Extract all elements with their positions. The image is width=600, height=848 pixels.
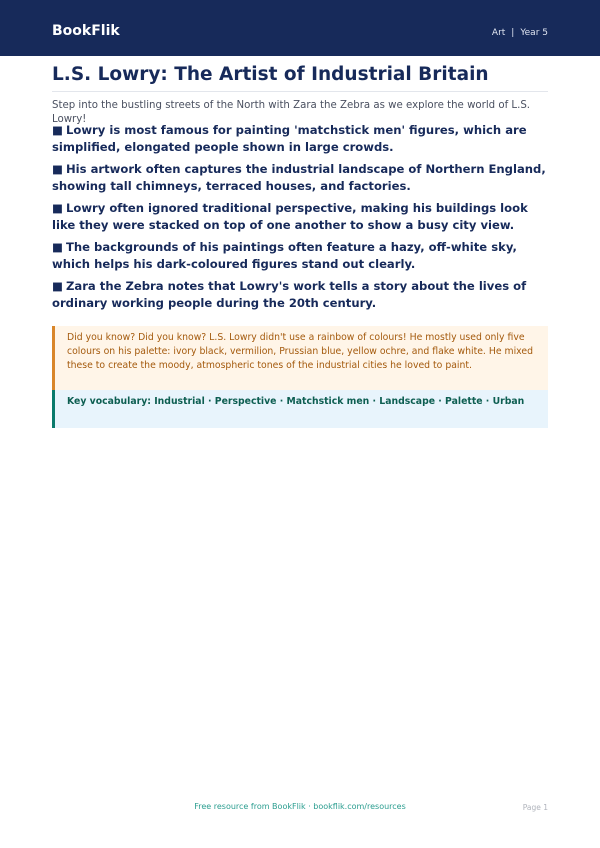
intro-text: Step into the bustling streets of the North with Zara the Zebra as we explore the world of L.S. Lowry! <box>52 100 531 125</box>
list-item <box>52 278 552 312</box>
header-meta <box>492 28 548 38</box>
list-item-text: Lowry is most famous for painting 'matchstick men' figures, which are simplified, elongated people shown in large crowds. <box>52 123 527 154</box>
page-number: Page 1 <box>522 803 548 812</box>
list-item-text: Zara the Zebra notes that Lowry's work tells a story about the lives of ordinary working people during the 20th century. <box>52 279 527 310</box>
list-item <box>52 200 552 234</box>
square-bullet-icon: ■ <box>52 279 63 293</box>
list-item <box>52 161 552 195</box>
list-item <box>52 239 552 273</box>
did-you-know-box <box>52 326 548 390</box>
square-bullet-icon: ■ <box>52 123 63 137</box>
title-divider <box>52 91 548 92</box>
key-vocabulary-text: Key vocabulary: Industrial · Perspective · Matchstick men · Landscape · Palette · Urban <box>67 396 525 407</box>
fact-list <box>52 122 552 317</box>
subject-label: Art <box>491 28 506 38</box>
list-item-text: The backgrounds of his paintings often feature a hazy, off-white sky, which helps his dark-coloured figures stand out clearly. <box>52 240 517 271</box>
page-title: L.S. Lowry: The Artist of Industrial Britain <box>52 64 489 85</box>
list-item-text: His artwork often captures the industrial landscape of Northern England, showing tall chimneys, terraced houses, and factories. <box>52 162 546 193</box>
brand-logo: BookFlik <box>52 23 120 39</box>
header-bar <box>0 0 600 56</box>
square-bullet-icon: ■ <box>52 240 63 254</box>
list-item <box>52 122 552 156</box>
header-separator: | <box>511 28 515 38</box>
footer-link[interactable]: Free resource from BookFlik · bookflik.com/resources <box>194 802 406 811</box>
square-bullet-icon: ■ <box>52 201 63 215</box>
list-item-text: Lowry often ignored traditional perspective, making his buildings look like they were stacked on top of one another to show a busy city view. <box>52 201 528 232</box>
year-label: Year 5 <box>520 28 548 38</box>
did-you-know-text: Did you know? Did you know? L.S. Lowry didn't use a rainbow of colours! He mostly used only five colours on his palette: ivory black, vermilion, Prussian blue, yellow ochre, and flake white. He mixed these to create the moody, atmospheric tones of the industrial cities he loved to paint. <box>67 332 533 371</box>
square-bullet-icon: ■ <box>52 162 63 176</box>
key-vocabulary-box <box>52 390 548 428</box>
